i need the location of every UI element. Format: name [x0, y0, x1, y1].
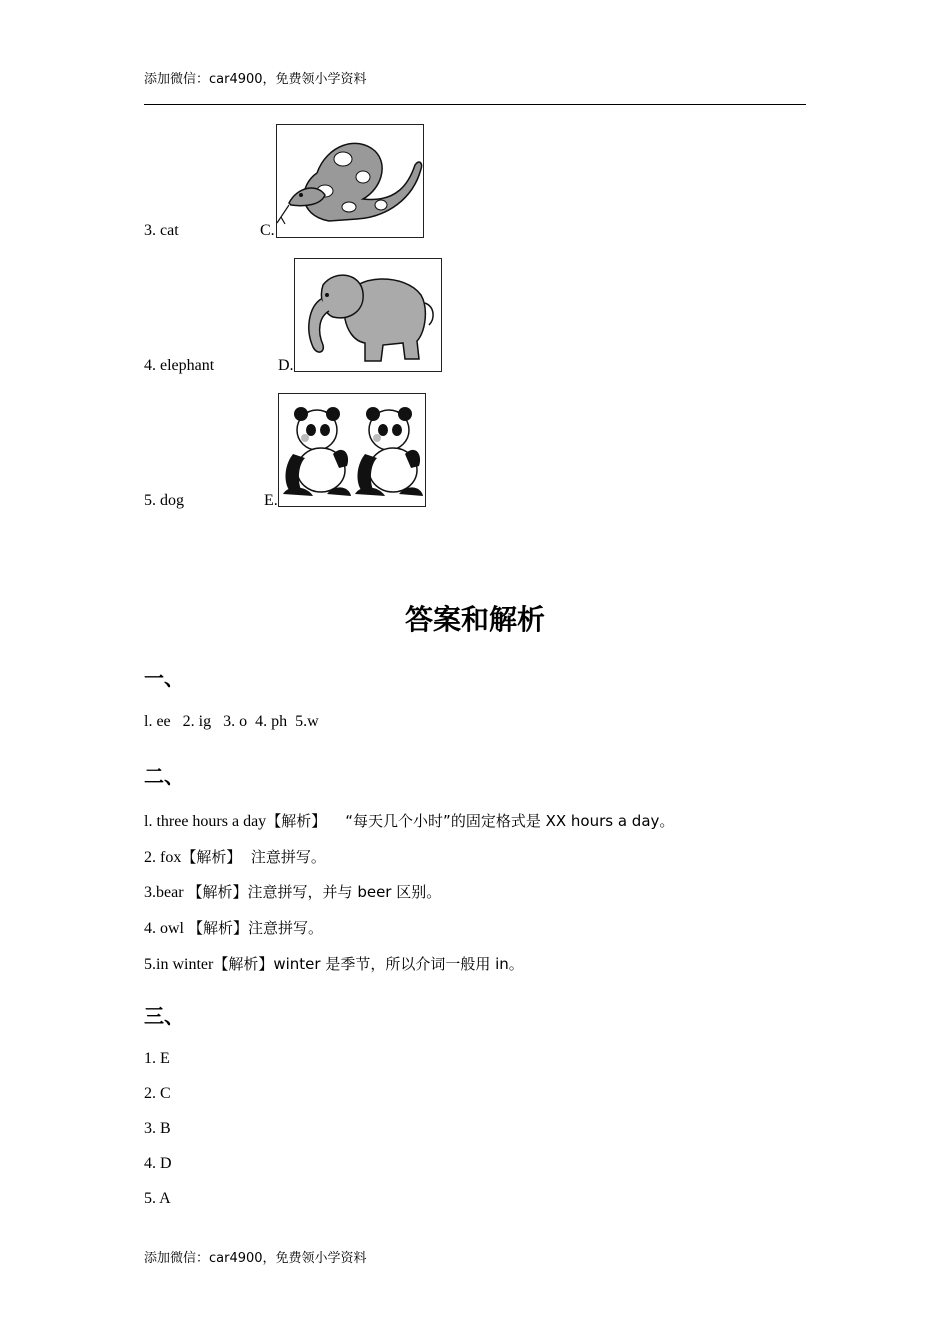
analysis-note: “每天几个小时”的固定格式是 XX hours a day。 — [326, 812, 675, 830]
section-three-item-1: 1. E — [144, 1050, 170, 1067]
analysis-label: 【解析】 — [266, 812, 327, 830]
panda-icon — [279, 394, 425, 506]
analysis-note: 注意拼写，并与 beer 区别。 — [247, 883, 442, 901]
elephant-picture — [294, 258, 442, 372]
answers-title: 答案和解析 — [404, 603, 545, 636]
analysis-note: 注意拼写。 — [241, 848, 326, 866]
match-word-3: 3. cat — [144, 222, 179, 239]
section-two-item-5 — [144, 953, 524, 974]
analysis-label: 【解析】 — [188, 919, 249, 937]
section-two-item-2 — [144, 846, 326, 867]
section-three-item-3: 3. B — [144, 1120, 171, 1137]
page-footer: 添加微信：car4900，免费领小学资料 — [144, 1251, 367, 1266]
answer-text: 3.bear — [144, 884, 188, 901]
match-letter-e: E. — [264, 492, 278, 509]
answer-text: 4. owl — [144, 920, 188, 937]
analysis-label: 【解析】 — [213, 955, 274, 973]
section-two-heading: 二、 — [144, 764, 184, 788]
page-header: 添加微信：car4900，免费领小学资料 — [144, 72, 367, 87]
analysis-label: 【解析】 — [181, 848, 242, 866]
header-rule — [144, 104, 806, 105]
snake-picture — [276, 124, 424, 238]
section-two-item-4 — [144, 917, 323, 938]
section-two-item-1 — [144, 810, 674, 831]
answer-text: 5.in winter — [144, 956, 214, 973]
elephant-icon — [295, 259, 441, 371]
section-three-item-5: 5. A — [144, 1190, 171, 1207]
match-letter-c: C. — [260, 222, 275, 239]
section-one-answers: l. ee 2. ig 3. o 4. ph 5.w — [144, 713, 319, 730]
section-three-item-2: 2. C — [144, 1085, 171, 1102]
snake-icon — [277, 125, 423, 237]
section-three-item-4: 4. D — [144, 1155, 172, 1172]
analysis-label: 【解析】 — [187, 883, 248, 901]
section-one-heading: 一、 — [144, 666, 184, 690]
match-word-5: 5. dog — [144, 492, 184, 509]
section-two-item-3 — [144, 881, 441, 902]
section-three-heading: 三、 — [144, 1004, 184, 1028]
answer-text: 2. fox — [144, 849, 182, 866]
answer-text: l. three hours a day — [144, 813, 267, 830]
analysis-note: winter 是季节，所以介词一般用 in。 — [273, 955, 524, 973]
match-word-4: 4. elephant — [144, 357, 215, 374]
match-letter-d: D. — [278, 357, 294, 374]
analysis-note: 注意拼写。 — [248, 919, 324, 937]
pandas-picture — [278, 393, 426, 507]
